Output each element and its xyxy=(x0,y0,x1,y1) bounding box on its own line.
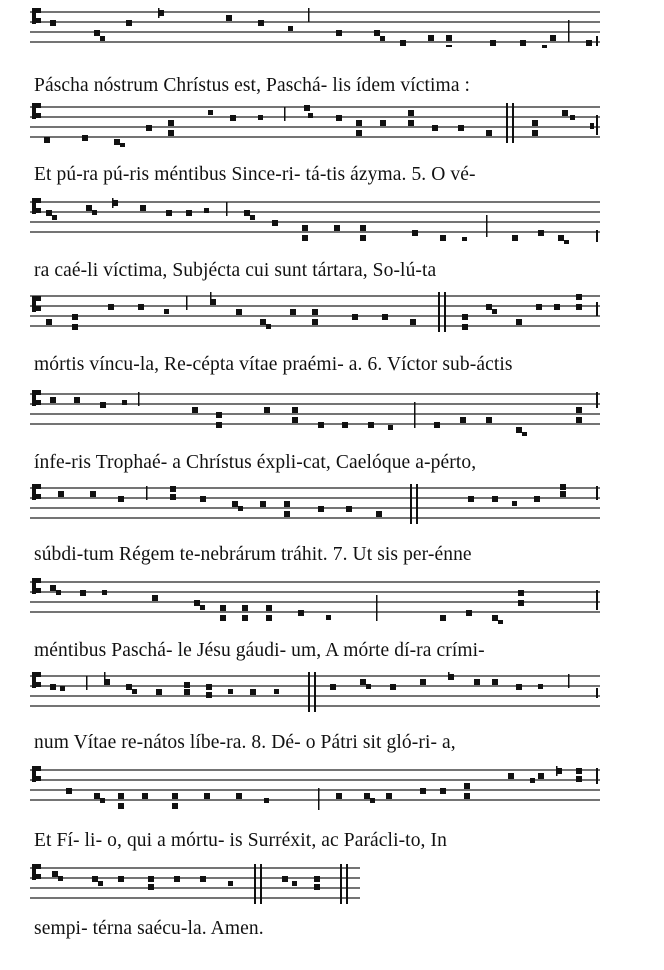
lyric-line-2: Et pú-ra pú-ris méntibus Since-ri- tá-tis ázyma. 5. O vé- xyxy=(34,164,476,185)
lyric-line-8: num Vítae re-nátos líbe-ra. 8. Dé- o Pátri sit gló-ri- a, xyxy=(34,732,456,753)
staff-7 xyxy=(30,578,600,614)
staff-1 xyxy=(30,8,600,44)
lyric-line-7: méntibus Paschá- le Jésu gáudi- um, A mórte dí-ra crími- xyxy=(34,640,485,661)
lyric-line-1: Páscha nóstrum Chrístus est, Paschá- lis ídem víctima : xyxy=(34,75,471,96)
staff-8 xyxy=(30,672,600,708)
staff-6 xyxy=(30,484,600,520)
staff-10 xyxy=(30,864,360,900)
lyric-line-4: mórtis víncu-la, Re-cépta vítae praémi- a. 6. Víctor sub-áctis xyxy=(34,354,513,375)
staff-4 xyxy=(30,292,600,328)
staff-9 xyxy=(30,766,600,802)
staff-2 xyxy=(30,103,600,139)
lyric-line-6: súbdi-tum Régem te-nebrárum tráhit. 7. Ut sis per-énne xyxy=(34,544,472,565)
lyric-line-3: ra caé-li víctima, Subjécta cui sunt tártara, So-lú-ta xyxy=(34,260,437,281)
lyric-line-5: ínfe-ris Trophaé- a Chrístus éxpli-cat, Caelóque a-pérto, xyxy=(34,452,477,473)
staff-5 xyxy=(30,390,600,426)
lyric-line-9: Et Fí- li- o, qui a mórtu- is Surréxit, ac Parácli-to, In xyxy=(34,830,447,851)
staff-3 xyxy=(30,198,600,234)
lyric-line-10: sempi- térna saécu-la. Amen. xyxy=(34,918,264,939)
